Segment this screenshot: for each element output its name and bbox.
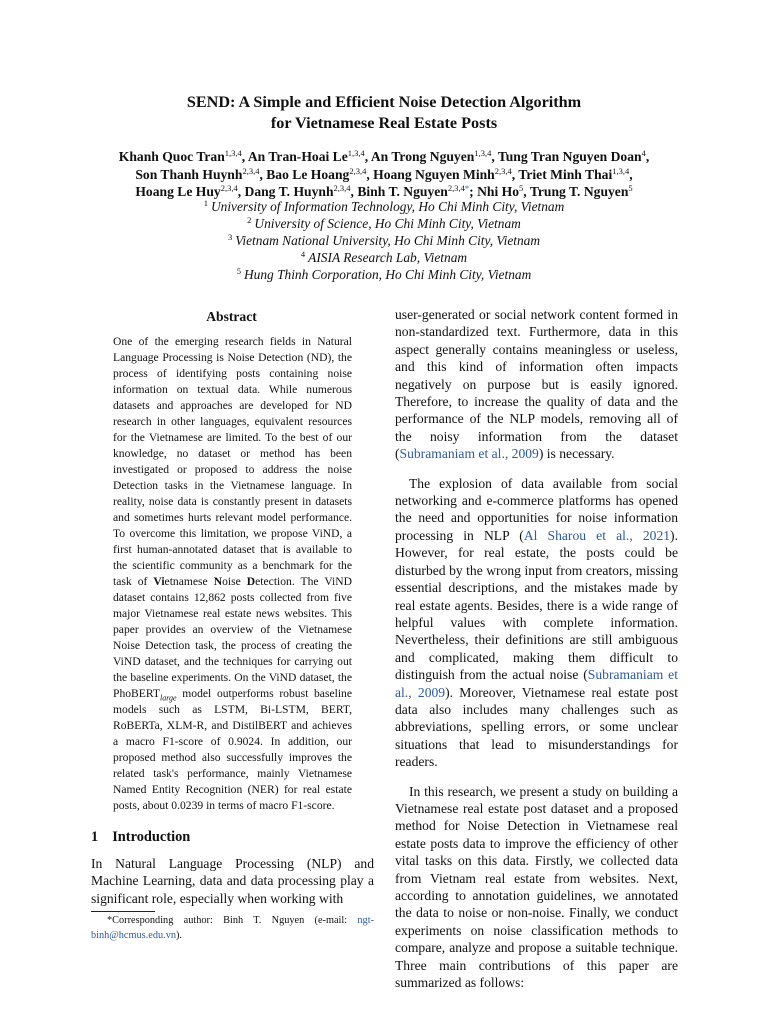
corresponding-author-mark[interactable]: * <box>464 183 470 193</box>
intro-paragraph: In Natural Language Processing (NLP) and Machine Learning, data and data processing play a significant role, especially when working with <box>91 856 374 906</box>
author: Tung Tran Nguyen Doan$^4$, <box>497 148 650 164</box>
abstract-heading: Abstract <box>206 309 257 324</box>
author: Hoang Le Huy$^{2,3,4}$, <box>135 183 245 199</box>
paragraph: user-generated or social network content formed in non-standardized text. Furthermore, data in this aspect generally contains meaningless or useless, and this kind of information often impacts negatively on purpose but is easily ignored. Therefore, to increase the quality of data and the performance of the NLP models, removing all of the noisy information from the dataset (Subramaniam et al., 2009) is necessary. <box>395 307 678 462</box>
affiliation: $^5$ Hung Thinh Corporation, Ho Chi Minh City, Vietnam <box>236 266 532 282</box>
footnote-rule <box>91 911 155 912</box>
affiliation: $^2$ University of Science, Ho Chi Minh City, Vietnam <box>247 215 521 231</box>
citation-link[interactable]: Subramaniam et al., 2009 <box>399 446 539 462</box>
affiliation-list <box>60 198 708 283</box>
paper-title <box>60 92 708 134</box>
paragraph: The explosion of data available from social networking and e-commerce platforms has opened the need and opportunities for noise information processing in NLP (Al Sharou et al., 2021). However, for real estate, the posts could be disturbed by the wrong input from creators, missing essential descriptions, and the mistakes made by real estate agents. Besides, there is a wide range of helpful values with complete information. Nevertheless, their definitions are still ambiguous and complicated, making them difficult to distinguish from the actual noise (Subramaniam et al., 2009). Moreover, Vietnamese real estate post data also includes many challenges such as abbreviations, spelling errors, or some unclear situations that lead to misunderstandings for readers. <box>395 475 678 770</box>
title-line-2: for Vietnamese Real Estate Posts <box>270 114 498 132</box>
affiliation: $^3$ Vietnam National University, Ho Chi Minh City, Vietnam <box>227 232 541 248</box>
footnote: *Corresponding author: Binh T. Nguyen (e-mail: ngt-binh@hcmus.edu.vn). <box>91 915 374 941</box>
author: Hoang Nguyen Minh$^{2,3,4}$, <box>373 165 519 182</box>
author: Binh T. Nguyen$^{2,3,4*}$; <box>357 183 478 199</box>
author: Nhi Ho$^5$, <box>477 183 530 199</box>
paragraph: In this research, we present a study on building a Vietnamese real estate post dataset and a proposed method for Noise Detection in Vietnamese real estate posts data to improve the efficiency of other vital tasks on this data. Firstly, we collected data from Vietnam real estate from websites. Next, according to annotation guidelines, we annotated the data to noise or non-noise. Finally, we conduct experiments on noise classification methods to compare, analyze and propose a suitable technique. Three main contributions of this paper are summarized as follows: <box>395 783 678 991</box>
author: Bao Le Hoang$^{2,3,4}$, <box>266 165 374 182</box>
author: Trung T. Nguyen$^5$ <box>529 183 633 199</box>
citation-link[interactable]: Al Sharou et al., 2021 <box>523 527 671 543</box>
email-link[interactable]: ngt-binh@hcmus.edu.vn <box>91 915 374 941</box>
affiliation: $^1$ University of Information Technology, Ho Chi Minh City, Vietnam <box>203 198 565 214</box>
author: Khanh Quoc Tran$^{1,3,4}$, <box>118 148 248 164</box>
abstract-body: One of the emerging research fields in Natural Language Processing is Noise Detection (ND), the process of identifying posts containing noise information on textual data. While numerous datasets and approaches are developed for ND research in other languages, equivalent resources for the Vietnamese are limited. To the best of our knowledge, no dataset or method has been investigated or proposed to address the noise Detection tasks in the Vietnamese language. In reality, noise data is constantly present in datasets and sometimes hurts relevant model performance. To overcome this limitation, we propose ViND, a first human-annotated dataset that is available to the scientific community as a benchmark for the task of Vietnamese Noise Detection. The ViND dataset contains 12,862 posts collected from five major Vietnamese real estate news websites. This paper provides an overview of the Vietnamese Noise Detection task, the process of creating the ViND dataset, and the techniques for carrying out the baseline experiments. On the ViND dataset, the PhoBERT$_{large}$ model outperforms robust baseline models such as LSTM, Bi-LSTM, BERT, RoBERTa, XLM-R, and DistilBERT and achieves a macro F1-score of 0.9024. In addition, our proposed method also successfully improves the related task's performance, mainly Vietnamese Named Entity Recognition (NER) for real estate posts, about 0.0239 in terms of macro F1-score. <box>113 335 353 812</box>
author: Triet Minh Thai$^{1,3,4}$, <box>518 165 633 182</box>
title-line-1: SEND: A Simple and Efficient Noise Detection Algorithm <box>186 93 582 111</box>
author-list <box>40 148 728 201</box>
author: Son Thanh Huynh$^{2,3,4}$, <box>135 165 267 182</box>
right-column <box>395 306 678 1003</box>
author: Dang T. Huynh$^{2,3,4}$, <box>244 183 358 199</box>
citation-link[interactable]: Subramaniam et al., 2009 <box>395 667 678 700</box>
author: An Tran-Hoai Le$^{1,3,4}$, <box>247 148 371 164</box>
author: An Trong Nguyen$^{1,3,4}$, <box>370 148 498 164</box>
section-heading-introduction: 1 Introduction <box>91 829 191 845</box>
affiliation: $^4$ AISIA Research Lab, Vietnam <box>300 249 468 265</box>
